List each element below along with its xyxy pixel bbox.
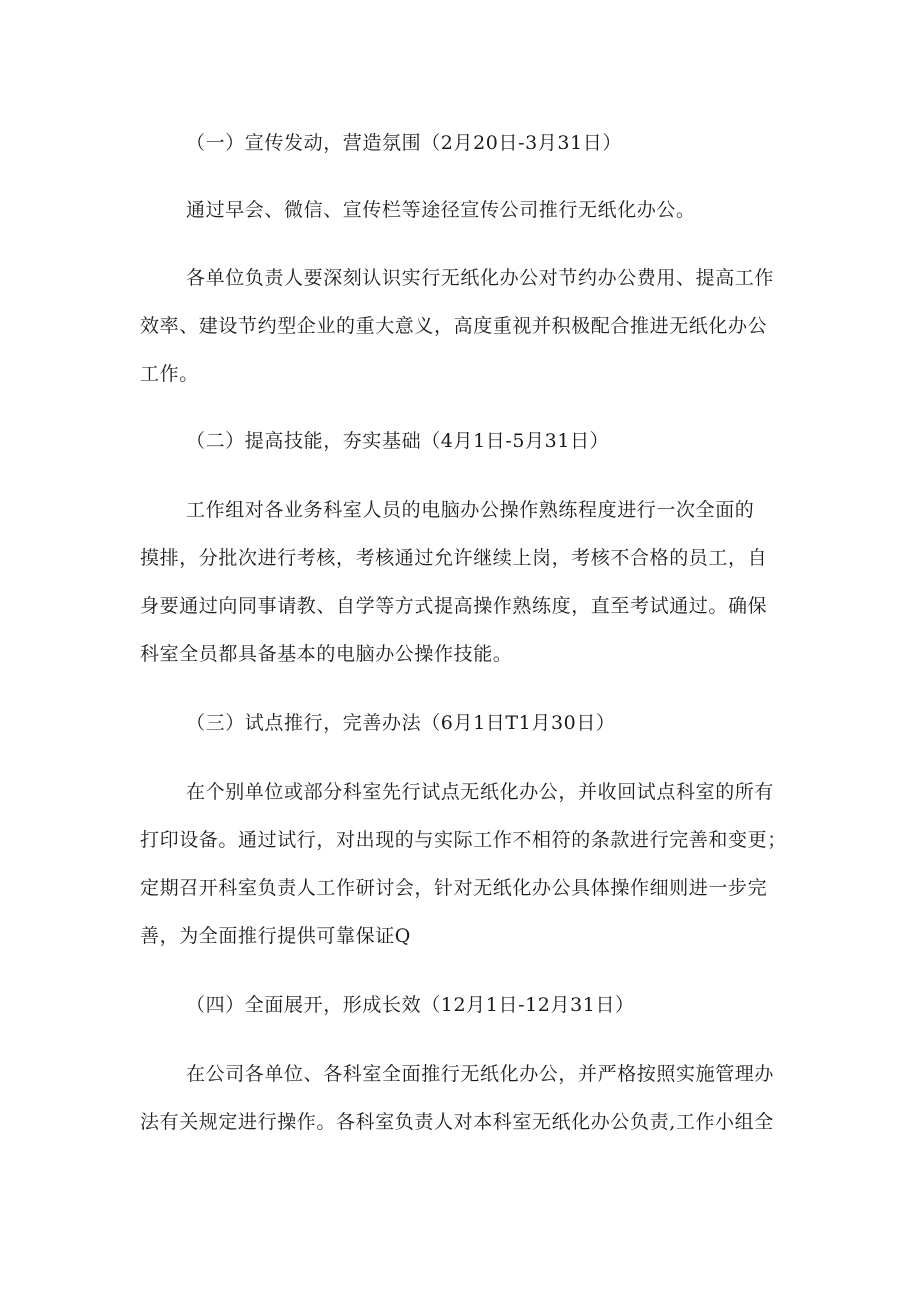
- paragraph-line: 定期召开科室负责人工作研讨会，针对无纸化办公具体操作细则进一步完: [140, 877, 768, 899]
- section-heading-2: （二）提高技能，夯实基础（4月1日-5月31日）: [186, 430, 610, 452]
- paragraph-line: 善，为全面推行提供可靠保证Q: [140, 925, 411, 947]
- paragraph-line: 在公司各单位、各科室全面推行无纸化办公，并严格按照实施管理办: [186, 1063, 775, 1085]
- paragraph-line: 工作。: [140, 363, 199, 385]
- section-heading-4: （四）全面展开，形成长效（12月1日-12月31日）: [186, 994, 635, 1016]
- paragraph-line: 通过早会、微信、宣传栏等途径宣传公司推行无纸化办公。: [186, 199, 696, 221]
- paragraph-line: 各单位负责人要深刻认识实行无纸化办公对节约办公费用、提高工作: [186, 267, 775, 289]
- paragraph-line: 效率、建设节约型企业的重大意义，高度重视并积极配合推进无纸化办公: [140, 315, 768, 337]
- paragraph-line: 摸排，分批次进行考核，考核通过允许继续上岗，考核不合格的员工，自: [140, 547, 768, 569]
- section-heading-1: （一）宣传发动，营造氛围（2月20日-3月31日）: [186, 132, 622, 154]
- paragraph-line: 打印设备。通过试行，对出现的与实际工作不相符的条款进行完善和变更；: [140, 829, 787, 851]
- paragraph-line: 在个别单位或部分科室先行试点无纸化办公，并收回试点科室的所有: [186, 781, 775, 803]
- paragraph-line: 科室全员都具备基本的电脑办公操作技能。: [140, 643, 513, 665]
- section-heading-3: （三）试点推行，完善办法（6月1日T1月30日）: [186, 712, 616, 734]
- paragraph-line: 身要通过向同事请教、自学等方式提高操作熟练度，直至考试通过。确保: [140, 595, 768, 617]
- paragraph-line: 法有关规定进行操作。各科室负责人对本科室无纸化办公负责,工作小组全: [140, 1111, 774, 1133]
- paragraph-line: 工作组对各业务科室人员的电脑办公操作熟练程度进行一次全面的: [186, 499, 755, 521]
